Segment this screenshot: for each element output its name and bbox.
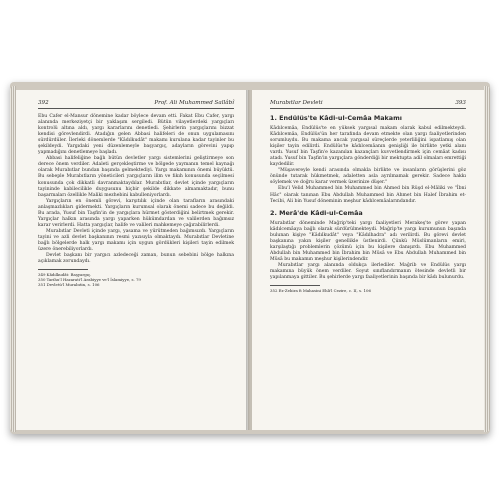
- right-paragraph: Ebu'l Velid Muhammed bin Muhammed bin Ahmed bin Rüşd el-Mâliki ve "İbni Hâc" olarak tanınan Ebu Abdullah Muhammed bin Ahmet bin Halef İbrahim et-Tecibi, Ali bin Yusuf döneminin meşhur kâdılcemâalarındandır.: [270, 186, 466, 204]
- left-page: [16, 90, 248, 430]
- open-book: [10, 82, 490, 434]
- right-paragraph: "Müşavereyle kendi arasında olmakla birlikte ve insanların görüşlerini göz önünde tutarak hükmetmek, adaletten asla ayrılmamak gerekir. Sadece hakkı söylemek ve doğru karar vermek üzerinize düşer.": [270, 168, 466, 186]
- section-title: 1. Endülüs'te Kâdi-ul-Cemâa Makamı: [270, 114, 402, 122]
- left-paragraph: Abbasi halifeliğine bağlı bütün devletler yargı sistemlerini geliştirmeye son derece önem verdiler. Adaleti gerçekleştirme ve bölgede yaymanın temel kaynağı olarak Murabıtlar bundan başında gelmektediyi. Yargı makamının önemi büyüktü. Bu sebeple Murabıtların yöneticileri yargıçların ilim ve fıkıh konusunda seçilmesi konusunda çok dikkatli davranmaktaydılar. Murabıtlar, devlet içinde yargıçların tayininde kabilecilikle duygusunu hiçbir şekilde dikkate almamaktadır, bunu başarmaları özellikle Maliki mezhebini kabulleniyorlardı.: [38, 156, 234, 198]
- left-paragraph: Devlet başkanı bir yargıcı azledeceği zaman, bunun sebebini bölge halkına açıklamak zorundaydı.: [38, 253, 234, 265]
- left-page-number: 392: [38, 100, 49, 106]
- left-paragraph: Ebu Cafer el-Mansur dönemine kadar böylece devam etti. Fakat Ebu Cafer, yargı alanında merkeziyetçi bir yaklaşım sergiledi. Bütün vilayetlerdeki yargıçları kontrolü altına aldı, yargı kararlarını denetledi. Şehirlerin yargıçlarını bizzat kendisi görevlendirdi. Atadığın gelen Abbasi halifeleri de onun uygulamasını sürdürdüler. İlerleki dönemlerde "Kâdılkudât" makamı kurulana kadar tayinler bu şekildeydi. Yargıdaki yeni düzenlemeyle başyargıç, adayların görevini yapıp yapmadığını denetlemeye başladı.: [38, 114, 234, 156]
- right-paragraph: Murabıtlar döneminde Mağrip'teki yargı faaliyetleri Merakeş'te görev yapan kâdılcemâaya bağlı olarak sürdürülmekteydi. Mağrip'te yargı kurumunun başında bulunan kişiye "Kâdılkudât" veya "Kâdılhadra" adı verilirdi. Bu görevi devlet başkanına yakın kişiler genellikle üstlenirdi. Çünkü Müslümanların emiri, karşılaştığı problemlerin çözümü için bu kişilere danışırdı. Ebu Muhammed Abdullah bin Muhammed bin İbrahim bin Mûsâ ve Ebu Abdullah Muhammed bin Mûsâ bu makamın meşhur kişilerindendir.: [270, 220, 466, 262]
- right-page: [252, 90, 484, 430]
- left-footnote: 351 Devletü'l Murabıtin, s. 106: [38, 282, 100, 288]
- left-paragraph: Murabıtlar Devleti içinde yargı, yasama ve yürütmeden bağımsızdı. Yargıçların tayini ve azli devlet başkanının resmi yazısıyla olmaktaydı. Murabıtlar Devletine bağlı bölgelerde halk yargı makamı için uygun gördükleri kişileri tayin edilmek üzere önerebiliyorlardı.: [38, 228, 234, 253]
- right-footnote: 352 Ez-Zehira fi Mahasini Ehli'l Cezire, c. II, s. 106: [270, 288, 371, 294]
- right-paragraph: Murabıtlar yargı alanında oldukça ilerlediler. Mağrib ve Endülüs yargı makamına büyük önem verdiler. Soyut sınıflandırmanın ötesinde devletli bir yapılanmaya gittiler. Bu şehirlerde yargı faaliyetlerinin başında bir kâdı bulunurdu.: [270, 262, 466, 281]
- left-page-header: [38, 100, 234, 109]
- right-page-number: 393: [455, 100, 466, 106]
- left-footnote: 349 Kâdılkudât: Başyargıç.: [38, 272, 92, 278]
- right-page-header: [270, 100, 466, 109]
- left-running-head: Prof. Ali Muhammed Sallâbî: [154, 100, 234, 106]
- right-paragraph: Kâdılcemâa, Endülüs'te en yüksek yargısal makam olarak kabul edilmekteydi. Kâdılcemâa, Endülüs'ün her tarafında devam etmekte olan yargı faaliyetlerinden sorumluydu. Bu makama ancak yargısal süreçlerde yeterliliğini ispatlamış olan kişiler tayin edilirdi. Endülüs'te kâdılcemâanın genişliği ile birlikte yetki alanı vardı. Yusuf bin Taşfin'e kazanılan kazançları kuvvetlendirmek için cemâat kadısı atadı. Yusuf bin Taşfin'in yargıçlara gönderdiği bir mektupta adil olmaları emrettiği kaydedilir.: [270, 126, 466, 168]
- left-paragraph: Yargıçların en önemli görevi, karşıtılık içinde olan tarafların arasındaki anlaşmazlıkları gidermekti. Yargıçların kurumsal olarak önemi sadece bu değildi. Bu arada, Yusuf bin Taşfin'in de yargıçlara hürmet gösterdiğini belirtmek gerekir. Yargıçlar halkın arasında yargı yaparken hükümdardan ve valilerden bağımsız karar verirlerdi. Hatta yargıçlar, halife ve valileri mahkemeye çağırabilirlerdi.: [38, 198, 234, 228]
- left-footnote-rule: [38, 269, 88, 270]
- section-title: 2. Merâ'de Kâdi-ul-Cemâa: [270, 208, 363, 217]
- right-page-edges: [484, 86, 490, 432]
- left-footnote: 350 Tarihu'l Hazarati'l Arabiyye ve'l İslamiyye, s. 79: [38, 277, 141, 283]
- right-footnote-rule: [270, 285, 320, 286]
- right-running-head: Murabıtlar Devleti: [270, 100, 323, 106]
